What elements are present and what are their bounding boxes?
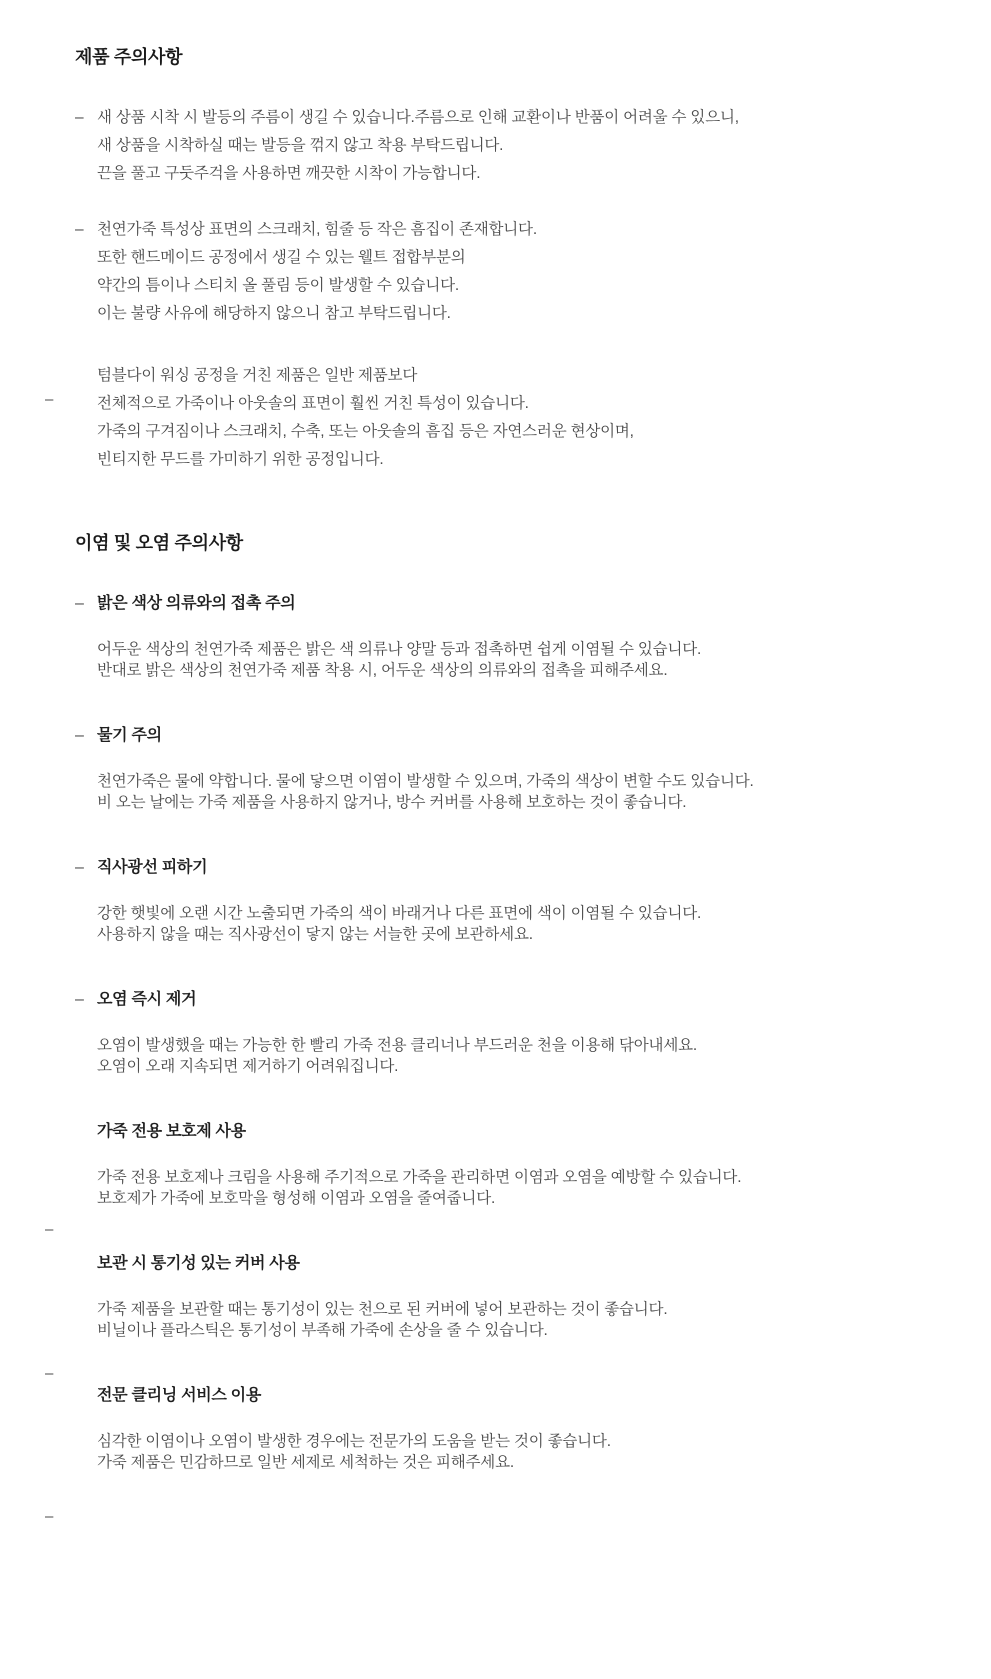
topic-body (75, 639, 931, 681)
body-line: 새 상품을 시착하실 때는 발등을 꺾지 않고 착용 부탁드립니다. (97, 137, 504, 154)
topic-body (75, 1299, 931, 1341)
topic-heading-professional-cleaning (75, 1386, 931, 1405)
body-line: 텀블다이 워싱 공정을 거친 제품은 일반 제품보다 (97, 367, 418, 384)
body-line: 전체적으로 가죽이나 아웃솔의 표면이 훨씬 거친 특성이 있습니다. (97, 395, 529, 412)
body-line: 약간의 틈이나 스티치 올 풀림 등이 발생할 수 있습니다. (97, 277, 459, 294)
topic-body (75, 903, 931, 945)
body-line: 끈을 풀고 구둣주걱을 사용하면 깨끗한 시착이 가능합니다. (97, 165, 481, 182)
topic-body (75, 1167, 931, 1209)
topic-heading-use-leather-protector (75, 1122, 931, 1141)
body-line: 천연가죽 특성상 표면의 스크래치, 힘줄 등 작은 흠집이 존재합니다. (97, 221, 537, 238)
margin-dash: – (45, 1508, 54, 1525)
body-line: 새 상품 시착 시 발등의 주름이 생길 수 있습니다.주름으로 인해 교환이나 반품이 어려울 수 있으니, (97, 109, 739, 126)
body-line: 오염이 오래 지속되면 제거하기 어려워집니다. (97, 1058, 399, 1075)
bullet-dash: – (75, 727, 84, 744)
topic-heading-label: 오염 즉시 제거 (97, 991, 197, 1008)
topic-heading-label: 밝은 색상 의류와의 접촉 주의 (97, 595, 296, 612)
bullet-dash: – (75, 991, 84, 1008)
body-line: 보호제가 가죽에 보호막을 형성해 이염과 오염을 줄여줍니다. (97, 1190, 496, 1207)
body-line: 가죽 제품을 보관할 때는 통기성이 있는 천으로 된 커버에 넣어 보관하는 것이 좋습니다. (97, 1301, 668, 1318)
body-line: 또한 핸드메이드 공정에서 생길 수 있는 웰트 접합부분의 (97, 249, 466, 266)
body-line: 심각한 이염이나 오염이 발생한 경우에는 전문가의 도움을 받는 것이 좋습니다. (97, 1433, 611, 1450)
bullet-dash: – (75, 859, 84, 876)
body-line: 가죽의 구겨짐이나 스크래치, 수축, 또는 아웃솔의 흠집 등은 자연스러운 현상이며, (97, 423, 634, 440)
topic-body (75, 771, 931, 813)
bullet-paragraph (75, 216, 931, 328)
topic-heading-label: 가죽 전용 보호제 사용 (97, 1123, 246, 1140)
section-title-product-precautions: 제품 주의사항 (75, 47, 183, 67)
margin-dash: – (45, 391, 54, 408)
topic-heading-breathable-cover-storage (75, 1254, 931, 1273)
body-line: 비 오는 날에는 가죽 제품을 사용하지 않거나, 방수 커버를 사용해 보호하는 것이 좋습니다. (97, 794, 687, 811)
topic-heading-label: 직사광선 피하기 (97, 859, 208, 876)
body-line: 반대로 밝은 색상의 천연가죽 제품 착용 시, 어두운 색상의 의류와의 접촉을 피해주세요. (97, 662, 668, 679)
body-line: 오염이 발생했을 때는 가능한 한 빨리 가죽 전용 클리너나 부드러운 천을 이용해 닦아내세요. (97, 1037, 697, 1054)
margin-dash: – (45, 1221, 54, 1238)
bullet-paragraph (75, 104, 931, 188)
body-line: 강한 햇빛에 오랜 시간 노출되면 가죽의 색이 바래거나 다른 표면에 색이 이염될 수 있습니다. (97, 905, 702, 922)
body-line: 가죽 전용 보호제나 크림을 사용해 주기적으로 가죽을 관리하면 이염과 오염을 예방할 수 있습니다. (97, 1169, 742, 1186)
section-title-stain-precautions: 이염 및 오염 주의사항 (75, 533, 243, 553)
plain-paragraph (75, 362, 931, 474)
topic-body (75, 1035, 931, 1077)
body-line: 사용하지 않을 때는 직사광선이 닿지 않는 서늘한 곳에 보관하세요. (97, 926, 533, 943)
bullet-dash: – (75, 221, 84, 238)
topic-heading-label: 물기 주의 (97, 727, 162, 744)
topic-body (75, 1431, 931, 1473)
topic-heading-label: 전문 클리닝 서비스 이용 (97, 1387, 261, 1404)
body-line: 이는 불량 사유에 해당하지 않으니 참고 부탁드립니다. (97, 305, 451, 322)
topic-heading-label: 보관 시 통기성 있는 커버 사용 (97, 1255, 300, 1272)
body-line: 어두운 색상의 천연가죽 제품은 밝은 색 의류나 양말 등과 접촉하면 쉽게 이염될 수 있습니다. (97, 641, 702, 658)
topic-heading-moisture-caution (75, 726, 931, 745)
body-line: 천연가죽은 물에 약합니다. 물에 닿으면 이염이 발생할 수 있으며, 가죽의 색상이 변할 수도 있습니다. (97, 773, 754, 790)
body-line: 빈티지한 무드를 가미하기 위한 공정입니다. (97, 451, 384, 468)
bullet-dash: – (75, 595, 84, 612)
topic-heading-remove-stains-immediately (75, 990, 931, 1009)
bullet-dash: – (75, 109, 84, 126)
topic-heading-avoid-direct-sunlight (75, 858, 931, 877)
body-line: 비닐이나 플라스틱은 통기성이 부족해 가죽에 손상을 줄 수 있습니다. (97, 1322, 548, 1339)
topic-heading-light-clothing-contact (75, 594, 931, 613)
margin-dash: – (45, 1365, 54, 1382)
body-line: 가죽 제품은 민감하므로 일반 세제로 세척하는 것은 피해주세요. (97, 1454, 514, 1471)
